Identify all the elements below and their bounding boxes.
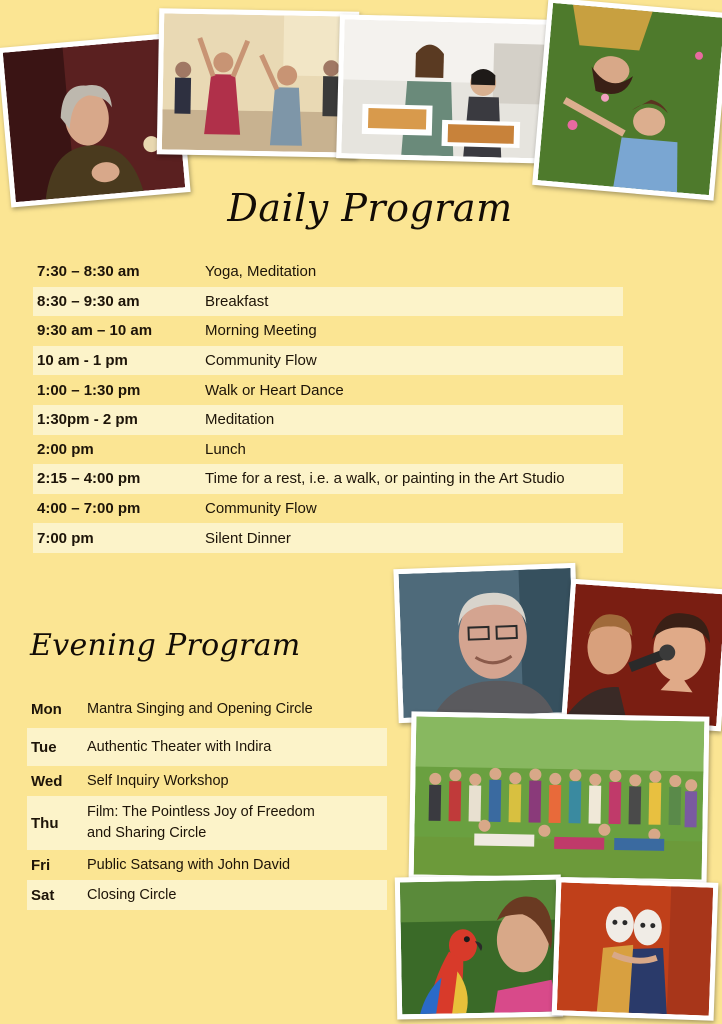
evening-schedule-table [27, 694, 387, 910]
evening-row [27, 694, 387, 724]
evening-activity [87, 802, 387, 844]
evening-activity: Self Inquiry Workshop [87, 772, 229, 789]
daily-time: 7:30 – 8:30 am [37, 263, 140, 281]
daily-time: 9:30 am – 10 am [37, 322, 153, 340]
evening-activity-line: Film: The Pointless Joy of Freedom [87, 804, 315, 820]
daily-row [33, 523, 623, 553]
evening-day: Thu [31, 814, 59, 832]
evening-program-title: Evening Program [30, 628, 301, 663]
evening-day: Fri [31, 856, 51, 874]
daily-activity: Lunch [205, 440, 246, 458]
evening-activity: Public Satsang with John David [87, 856, 291, 873]
daily-activity: Silent Dinner [205, 529, 291, 547]
daily-time: 1:00 – 1:30 pm [37, 381, 141, 399]
evening-day: Tue [31, 738, 57, 756]
daily-row [33, 375, 623, 405]
evening-day: Mon [31, 700, 62, 718]
evening-activity-line: and Sharing Circle [87, 825, 207, 841]
daily-activity: Community Flow [205, 352, 317, 370]
daily-row [33, 346, 623, 376]
daily-row [33, 405, 623, 435]
daily-time: 8:30 – 9:30 am [37, 292, 140, 310]
photo-elderly-man-portrait [393, 563, 580, 723]
evening-row [27, 850, 387, 880]
photo-large-group [409, 711, 710, 884]
daily-activity: Yoga, Meditation [205, 263, 317, 281]
daily-activity: Time for a rest, i.e. a walk, or painting in the Art Studio [205, 470, 565, 488]
evening-row [27, 796, 387, 850]
daily-time: 10 am - 1 pm [37, 352, 128, 370]
daily-activity: Morning Meeting [205, 322, 317, 340]
photo-woman-with-parrot [395, 875, 563, 1020]
daily-activity: Community Flow [205, 500, 317, 518]
photo-kitchen-baking [336, 14, 554, 164]
evening-row [27, 766, 387, 796]
daily-schedule-table [33, 257, 623, 553]
evening-day: Wed [31, 772, 63, 790]
evening-activity: Mantra Singing and Opening Circle [87, 700, 313, 717]
evening-row [27, 880, 387, 910]
daily-activity: Walk or Heart Dance [205, 381, 344, 399]
daily-time: 2:00 pm [37, 440, 94, 458]
evening-day: Sat [31, 886, 55, 904]
daily-row [33, 287, 623, 317]
daily-activity: Meditation [205, 411, 275, 429]
daily-time: 1:30pm - 2 pm [37, 411, 138, 429]
daily-row [33, 316, 623, 346]
daily-row [33, 464, 623, 494]
photo-mantra-singers [561, 579, 722, 732]
daily-time: 7:00 pm [37, 529, 94, 547]
daily-time: 2:15 – 4:00 pm [37, 470, 141, 488]
evening-row [27, 728, 387, 766]
daily-time: 4:00 – 7:00 pm [37, 500, 141, 518]
daily-row [33, 435, 623, 465]
evening-activity: Authentic Theater with Indira [87, 738, 272, 755]
daily-activity: Breakfast [205, 292, 269, 310]
photo-masked-performers [552, 877, 719, 1021]
photo-group-dancing [157, 8, 360, 157]
daily-row [33, 494, 623, 524]
evening-activity: Closing Circle [87, 886, 177, 903]
photo-women-lying-grass [532, 0, 722, 201]
daily-row [33, 257, 623, 287]
daily-program-title: Daily Program [227, 186, 513, 230]
